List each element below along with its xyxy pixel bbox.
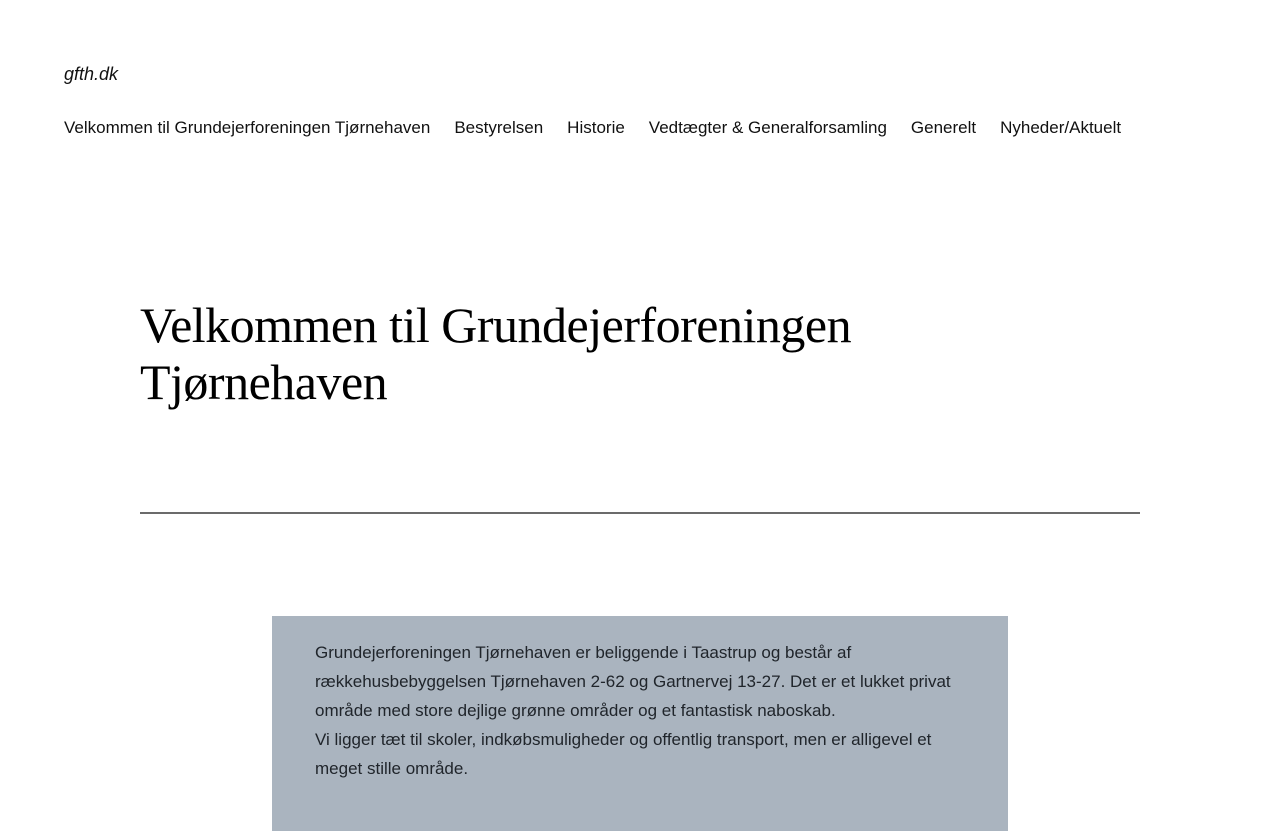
intro-paragraph (315, 638, 965, 783)
primary-navigation (64, 115, 1216, 141)
nav-item (649, 115, 887, 141)
intro-paragraph-line-2: Vi ligger tæt til skoler, indkøbsmuligheder og offentlig transport, men er alligevel et meget stille område. (315, 729, 932, 778)
nav-list (64, 115, 1216, 141)
nav-link-generelt[interactable]: Generelt (910, 118, 977, 138)
nav-item (454, 115, 543, 141)
nav-link-bestyrelsen[interactable]: Bestyrelsen (454, 118, 544, 138)
site-header (0, 0, 1280, 141)
nav-item (64, 115, 430, 141)
nav-item (567, 115, 625, 141)
nav-link-velkommen[interactable]: Velkommen til Grundejerforeningen Tjørnehaven (64, 118, 431, 138)
intro-paragraph-line-1: Grundejerforeningen Tjørnehaven er beliggende i Taastrup og består af rækkehusbebyggelsen Tjørnehaven 2-62 og Gartnervej 13-27. Det er et lukket privat område med store dejlige grønne områder og et fantastisk naboskab. (315, 642, 951, 720)
nav-item (911, 115, 976, 141)
main-content (140, 297, 1140, 831)
site-title-link[interactable]: gfth.dk (64, 64, 119, 84)
nav-item (1000, 115, 1121, 141)
intro-box (272, 616, 1008, 831)
nav-link-nyheder[interactable]: Nyheder/Aktuelt (1000, 118, 1122, 138)
separator-line (140, 512, 1140, 514)
nav-link-historie[interactable]: Historie (567, 118, 625, 138)
page-title: Velkommen til Grundejerforeningen Tjørnehaven (140, 296, 852, 411)
nav-link-vedtaegter[interactable]: Vedtægter & Generalforsamling (648, 118, 887, 138)
